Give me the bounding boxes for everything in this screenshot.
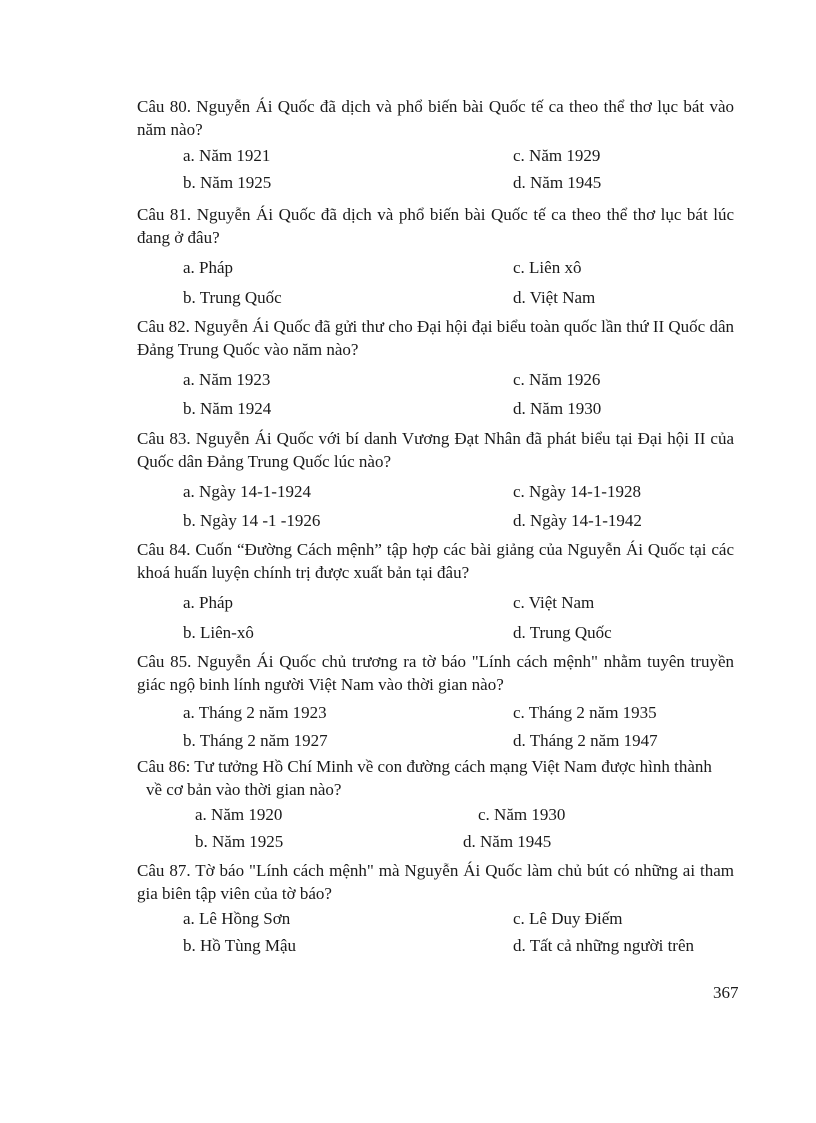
question-80 xyxy=(137,95,734,195)
question-text: Câu 85. Nguyễn Ái Quốc chủ trương ra tờ báo "Lính cách mệnh" nhằm tuyên truyền giác ngộ binh lính người Việt Nam vào thời gian nào? xyxy=(137,652,734,694)
option-row xyxy=(137,480,734,504)
option-b: b. Tháng 2 năm 1927 xyxy=(183,731,328,750)
option-a: a. Tháng 2 năm 1923 xyxy=(183,703,327,722)
option-c: c. Ngày 14-1-1928 xyxy=(513,482,641,501)
option-b: b. Năm 1925 xyxy=(195,832,284,851)
question-84 xyxy=(137,538,734,645)
option-a: a. Năm 1923 xyxy=(183,370,271,389)
option-row xyxy=(137,509,734,533)
option-d: d. Tháng 2 năm 1947 xyxy=(513,731,658,750)
option-d: d. Năm 1930 xyxy=(513,399,602,418)
option-b: b. Năm 1925 xyxy=(183,173,272,192)
option-d: d. Năm 1945 xyxy=(513,173,602,192)
option-row xyxy=(137,368,734,392)
question-87 xyxy=(137,859,734,958)
option-a: a. Pháp xyxy=(183,258,234,277)
option-c: c. Việt Nam xyxy=(513,593,595,612)
option-row xyxy=(137,144,734,168)
question-text: Câu 86: Tư tưởng Hồ Chí Minh về con đường cách mạng Việt Nam được hình thành xyxy=(137,757,712,776)
question-text-continued: về cơ bản vào thời gian nào? xyxy=(146,780,342,799)
question-81 xyxy=(137,203,734,310)
question-text: Câu 80. Nguyễn Ái Quốc đã dịch và phổ biến bài Quốc tế ca theo thể thơ lục bát vào năm nào? xyxy=(137,97,734,139)
question-85 xyxy=(137,650,734,753)
option-b: b. Trung Quốc xyxy=(183,288,282,307)
option-row xyxy=(137,907,734,931)
option-a: a. Ngày 14-1-1924 xyxy=(183,482,311,501)
option-c: c. Liên xô xyxy=(513,258,582,277)
question-82 xyxy=(137,315,734,421)
option-c: c. Năm 1930 xyxy=(478,805,566,824)
option-a: a. Lê Hồng Sơn xyxy=(183,909,291,928)
option-c: c. Năm 1929 xyxy=(513,146,601,165)
question-86 xyxy=(137,755,742,854)
page-number: 367 xyxy=(713,983,739,1002)
question-text: Câu 81. Nguyễn Ái Quốc đã dịch và phổ biến bài Quốc tế ca theo thể thơ lục bát lúc đang ở đâu? xyxy=(137,205,734,247)
option-c: c. Năm 1926 xyxy=(513,370,601,389)
option-row xyxy=(137,256,734,280)
option-d: d. Tất cả những người trên xyxy=(513,936,695,955)
option-d: d. Trung Quốc xyxy=(513,623,612,642)
option-c: c. Lê Duy Điếm xyxy=(513,909,623,928)
question-text: Câu 83. Nguyễn Ái Quốc với bí danh Vương Đạt Nhân đã phát biểu tại Đại hội II của Quốc dân Đảng Trung Quốc lúc nào? xyxy=(137,429,734,471)
option-b: b. Ngày 14 -1 -1926 xyxy=(183,511,321,530)
option-a: a. Năm 1921 xyxy=(183,146,271,165)
option-b: b. Năm 1924 xyxy=(183,399,272,418)
option-d: d. Việt Nam xyxy=(513,288,596,307)
option-b: b. Hồ Tùng Mậu xyxy=(183,936,297,955)
option-row xyxy=(137,701,734,725)
question-text: Câu 87. Tờ báo "Lính cách mệnh" mà Nguyễn Ái Quốc làm chủ bút có những ai tham gia biên tập viên của tờ báo? xyxy=(137,861,734,903)
option-row xyxy=(137,729,734,753)
option-row xyxy=(137,591,734,615)
option-row xyxy=(137,171,734,195)
option-d: d. Ngày 14-1-1942 xyxy=(513,511,642,530)
option-row xyxy=(137,830,742,854)
option-row xyxy=(137,397,734,421)
option-a: a. Năm 1920 xyxy=(195,805,283,824)
option-row xyxy=(137,803,742,827)
question-83 xyxy=(137,427,734,533)
option-row xyxy=(137,934,734,958)
option-a: a. Pháp xyxy=(183,593,234,612)
option-row xyxy=(137,621,734,645)
question-text: Câu 84. Cuốn “Đường Cách mệnh” tập hợp các bài giảng của Nguyễn Ái Quốc tại các khoá huấn luyện chính trị được xuất bản tại đâu? xyxy=(137,540,734,582)
option-row xyxy=(137,286,734,310)
option-d: d. Năm 1945 xyxy=(463,832,552,851)
question-text: Câu 82. Nguyễn Ái Quốc đã gửi thư cho Đại hội đại biểu toàn quốc lần thứ II Quốc dân Đảng Trung Quốc vào năm nào? xyxy=(137,317,735,359)
option-b: b. Liên-xô xyxy=(183,623,254,642)
option-c: c. Tháng 2 năm 1935 xyxy=(513,703,657,722)
